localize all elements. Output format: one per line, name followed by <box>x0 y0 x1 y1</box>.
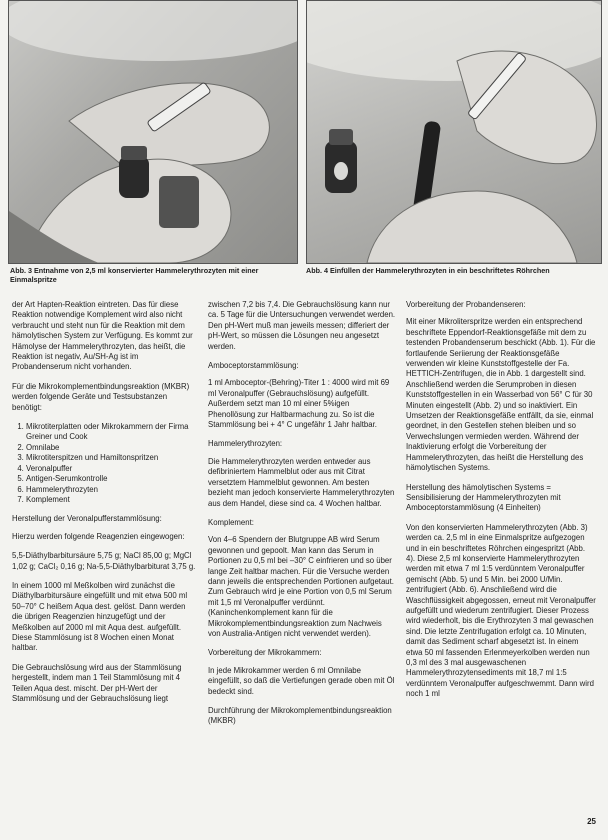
page-number: 25 <box>587 817 596 826</box>
paragraph: Mit einer Mikroliterspritze werden ein entsprechend beschriftete Eppendorf-Reaktionsgefäße mit dem zu testenden Probandenserum beschickt (Abb. 1). Für die fortlaufende Seriierung der Reaktionsgefäße verwenden wir kleine Kunststoffgestelle der Fa. HETTICH-Zentrifugen, die in Abb. 1 dargestellt sind. Anschließend werden die Serumproben in diesen Kunststoffgestellen in ein Wasserbad von 56° C für 30 Minuten eingestellt (Abb. 2) und so inaktiviert. Ein Umsetzen der Reaktionsgefäße entfällt, da sie, einmal geordnet, in den Gestellen stehen bleiben und so Verwechslungen vermieden werden. Während der Inaktivierung erfolgt die Vorbereitung der Hammelerythrozyten, das heißt die Herstellung des hämolytischen Systems. <box>406 317 596 473</box>
list-item: 7. Komplement <box>26 495 196 505</box>
section-heading: Amboceptorstammlösung: <box>208 361 299 371</box>
text-column-2 <box>208 300 396 736</box>
paragraph: Die Gebrauchslösung wird aus der Stammlösung hergestellt, indem man 1 Teil Stammlösung mit 4 Teilen Aqua dest. mischt. Der pH-Wert der Stammlösung und der Gebrauchslösung liegt <box>12 662 182 703</box>
paragraph: Von 4–6 Spendern der Blutgruppe AB wird Serum gewonnen und gepoolt. Man kann das Serum in Portionen zu 0,5 ml bei –30° C einfrieren und so über lange Zeit haltbar machen. Für die Versuche werden dann jeweils die entsprechenden Portionen aufgetaut. Zum Gebrauch wird je eine Portion von 0,5 ml Serum mit 1,5 ml Veronalpuffer verdünnt. (Kaninchenkomplement kann für die Mikrokomplementbindungsreaktion zum Nachweis von Australia-Antigen nicht verwendet werden). <box>208 535 394 638</box>
paragraph: 1 ml Amboceptor-(Behring)-Titer 1 : 4000 wird mit 69 ml Veronalpuffer (Gebrauchslösung) aufgefüllt. Außerdem setzt man 10 ml einer 5%igen Phenollösung zur Haltbarmachung zu. So ist die Stammlösung bei + 4° C ungefähr 1 Jahr haltbar. <box>208 378 390 430</box>
photo-hands-tube-illustration <box>307 1 601 263</box>
paragraph: Hierzu werden folgende Reagenzien eingewogen: <box>12 531 185 541</box>
section-heading: Hammelerythrozyten: <box>208 439 283 449</box>
section-heading: Komplement: <box>208 517 254 527</box>
list-item: 4. Veronalpuffer <box>26 464 196 474</box>
list-item: 3. Mikrotiterspitzen und Hamiltonspritzen <box>26 453 196 463</box>
paragraph: 5,5-Diäthylbarbitursäure 5,75 g; NaCl 85,00 g; MgCl 1,02 g; CaCl₂ 0,16 g; Na-5,5-Diäthylbarbiturat 3,75 g. <box>12 551 196 571</box>
paragraph: In einem 1000 ml Meßkolben wird zunächst die Diäthylbarbitursäure eingefüllt und mit etwa 500 ml 50–70° C heißem Aqua dest. gelöst. Dann werden die übrigen Reagenzien hinzugefügt und der Meßkolben auf 2000 ml mit Aqua dest. aufgefüllt. Diese Stammlösung ist 8 Wochen einen Monat haltbar. <box>12 580 188 653</box>
text-column-3 <box>406 300 596 709</box>
paragraph: Durchführung der Mikrokomplementbindungsreaktion (MKBR) <box>208 706 392 726</box>
paragraph: Herstellung des hämolytischen Systems = Sensibilisierung der Hammelerythrozyten mit Amboceptorstammlösung (4 Einheiten) <box>406 482 561 513</box>
paragraph: Von den konservierten Hammelerythrozyten (Abb. 3) werden ca. 2,5 ml in eine Einmalspritze aufgezogen und in ein beschriftetes Röhrchen eingespritzt (Abb. 4). Diese 2,5 ml konservierte Hammelerythrozyten werden mit etwa 7 ml 1:5 verdünntem Veronalpuffer gemischt (Abb. 5) und 5 Min. bei 2000 U/Min. zentrifugiert (Abb. 6). Anschließend wird die Waschflüssigkeit abgegossen, erneut mit Veronalpuffer aufgefüllt und wiederum zentrifugiert. Dieser Prozess wird wiederholt, bis die Erythrozyten 3 mal gewaschen sind. Die letzte Zentrifugation erfolgt ca. 10 Minuten, damit das Sediment scharf abgesetzt ist. In einem etwa 50 ml fassenden Erlenmeyerkolben werden nun 0,3 ml des 3 mal ausgewaschenen Hammelerythrozytensediments mit 18,7 ml 1:5 verdünntem Veronalpuffer aufgeschwemmt. Dann wird noch 1 ml <box>406 522 596 699</box>
equipment-list <box>12 422 196 505</box>
list-item: 1. Mikrotiterplatten oder Mikrokammern der Firma Greiner und Cook <box>26 422 196 443</box>
text-column-1 <box>12 300 196 713</box>
photo-syringe-extraction <box>8 0 298 264</box>
photo-filling-tube <box>306 0 602 264</box>
paragraph: zwischen 7,2 bis 7,4. Die Gebrauchslösung kann nur ca. 5 Tage für die Untersuchungen verwendet werden. Den pH-Wert muß man jeweils messen; differiert der pH-Wert, so müssen die Lösungen neu angesetzt werden. <box>208 300 396 351</box>
list-item: 2. Omnilabe <box>26 443 196 453</box>
section-heading: Herstellung der Veronalpufferstammlösung: <box>12 514 162 524</box>
photo-hands-syringe-illustration <box>9 1 297 263</box>
list-item: 5. Antigen-Serumkontrolle <box>26 474 196 484</box>
list-item: 6. Hammelerythrozyten <box>26 485 196 495</box>
section-heading: Vorbereitung der Probandenseren: <box>406 300 526 309</box>
paragraph: Für die Mikrokomplementbindungsreaktion (MKBR) werden folgende Geräte und Testsubstanzen benötigt: <box>12 381 190 412</box>
paragraph: der Art Hapten-Reaktion eintreten. Das für diese Reaktion notwendige Komplement wird also nicht verbraucht und steht nun für die Reaktion mit dem hämolytischen System zur Verfügung. Es kommt zur Hämolyse der Hammelerythrozyten, das heißt, die Reaktion ist negativ, Au/SH-Ag ist im Probandenserum nicht vorhanden. <box>12 300 193 372</box>
figure-caption-3: Abb. 3 Entnahme von 2,5 ml konservierter Hammelerythrozyten mit einer Einmalspritze <box>10 266 259 284</box>
paragraph: In jede Mikrokammer werden 6 ml Omnilabe eingefüllt, so daß die Vertiefungen gerade oben mit Öl bedeckt sind. <box>208 665 395 696</box>
section-heading: Vorbereitung der Mikrokammern: <box>208 648 322 658</box>
paragraph: Die Hammelerythrozyten werden entweder aus defibriniertem Hammelblut oder aus mit Citrat versetztem Hammelblut gewonnen. Am besten bezieht man jedoch konservierte Hammelerythrozyten aus dem Handel, diese sind ca. 4 Wochen haltbar. <box>208 456 395 508</box>
figure-caption-4: Abb. 4 Einfüllen der Hammelerythrozyten in ein beschriftetes Röhrchen <box>306 266 550 275</box>
